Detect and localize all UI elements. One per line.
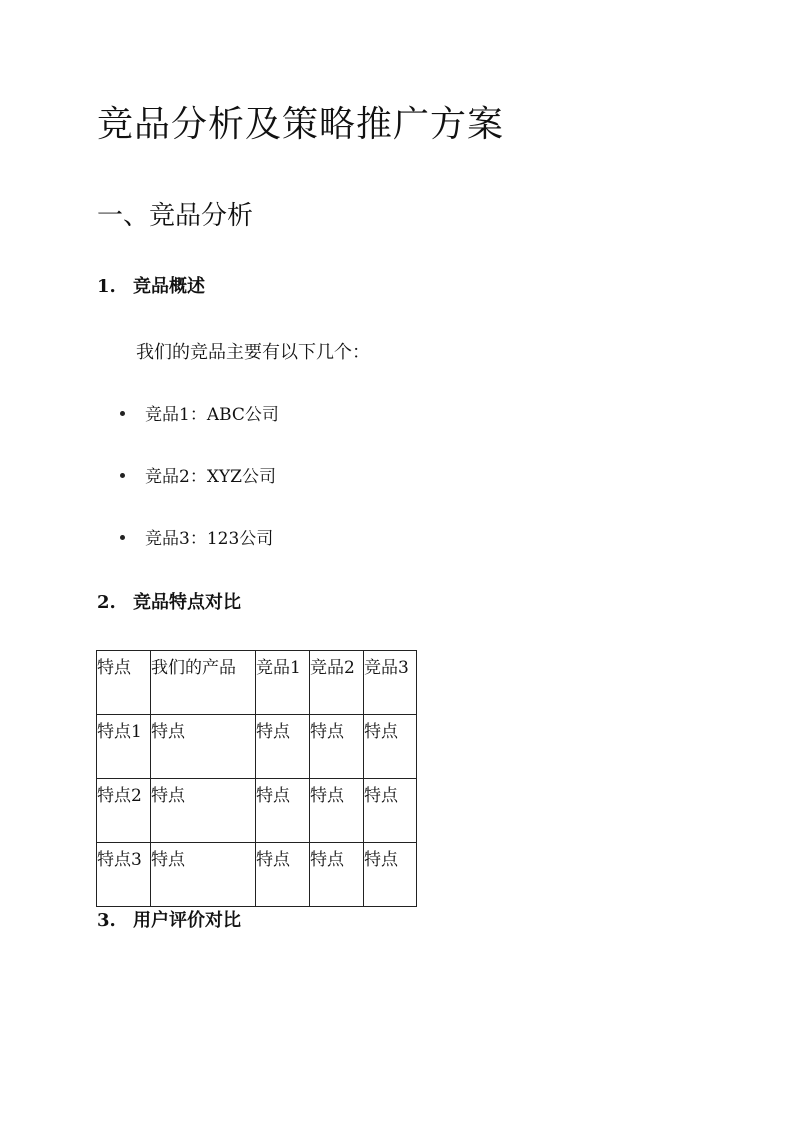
- table-header-cell: 竞品3: [364, 651, 417, 715]
- bullet-icon: [120, 411, 125, 416]
- bullet-icon: [120, 473, 125, 478]
- table-header-cell: 竞品1: [256, 651, 310, 715]
- list-item-text: 竞品3：123公司: [145, 529, 274, 549]
- table-cell: 特点: [310, 843, 364, 907]
- document-title: 竞品分析及策略推广方案: [97, 104, 505, 145]
- intro-paragraph: 我们的竞品主要有以下几个：: [136, 342, 370, 363]
- subheading-label: 竞品概述: [133, 276, 205, 297]
- bullet-icon: [120, 535, 125, 540]
- table-row: [97, 843, 417, 907]
- table-header-row: [97, 651, 417, 715]
- subheading-number: 2.: [97, 592, 116, 613]
- table-header-cell: 我们的产品: [151, 651, 256, 715]
- table-cell: 特点: [151, 715, 256, 779]
- table-cell: 特点: [256, 843, 310, 907]
- list-item: [120, 524, 273, 549]
- feature-comparison-table: [96, 650, 417, 907]
- table-cell: 特点: [364, 843, 417, 907]
- table-row: [97, 715, 417, 779]
- subheading-number: 1.: [97, 276, 116, 297]
- table-cell: 特点: [364, 779, 417, 843]
- table-cell: 特点: [256, 715, 310, 779]
- subheading-feature-comparison: [97, 588, 241, 614]
- list-item: [120, 400, 279, 425]
- subheading-number: 3.: [97, 910, 116, 931]
- subheading-label: 竞品特点对比: [133, 592, 241, 613]
- table-cell: 特点: [310, 779, 364, 843]
- list-item: [120, 462, 276, 487]
- table-cell: 特点2: [97, 779, 151, 843]
- list-item-text: 竞品1：ABC公司: [145, 405, 279, 425]
- table-header-cell: 特点: [97, 651, 151, 715]
- subheading-competitor-overview: [97, 272, 205, 298]
- table-cell: 特点1: [97, 715, 151, 779]
- table-cell: 特点3: [97, 843, 151, 907]
- table-header-cell: 竞品2: [310, 651, 364, 715]
- table-cell: 特点: [256, 779, 310, 843]
- table-cell: 特点: [310, 715, 364, 779]
- list-item-text: 竞品2：XYZ公司: [145, 467, 276, 487]
- section-heading-competitor-analysis: 一、竞品分析: [97, 201, 254, 231]
- subheading-label: 用户评价对比: [133, 910, 241, 931]
- table-cell: 特点: [151, 779, 256, 843]
- subheading-user-review-comparison: [97, 906, 241, 932]
- table-row: [97, 779, 417, 843]
- table-cell: 特点: [364, 715, 417, 779]
- table-cell: 特点: [151, 843, 256, 907]
